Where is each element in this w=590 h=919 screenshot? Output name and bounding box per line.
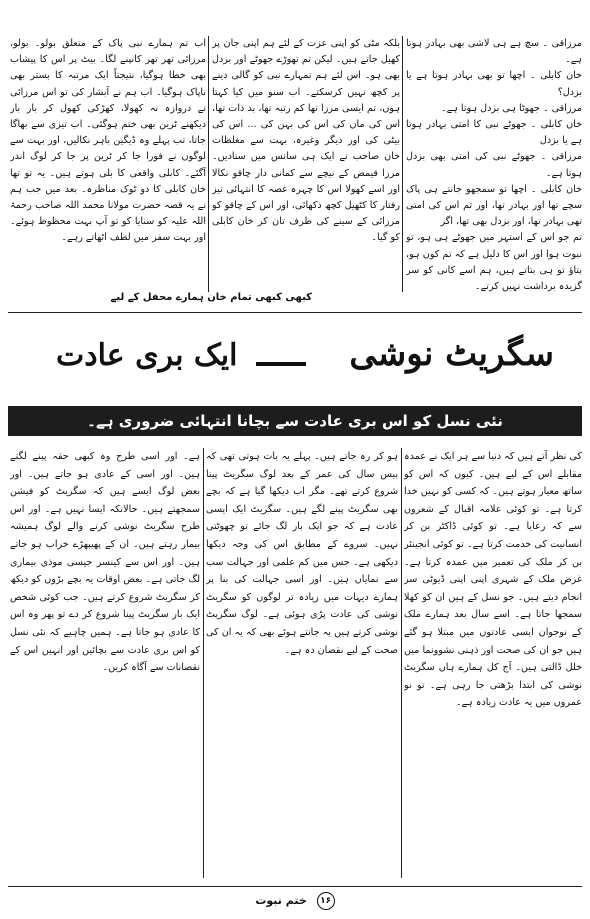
title-dash xyxy=(256,362,306,366)
column-divider xyxy=(208,36,209,292)
page-number: ۱۶ xyxy=(317,892,335,910)
section-divider xyxy=(8,312,582,313)
article-title-banner xyxy=(28,326,568,394)
article-title-part2: ایک بری عادت xyxy=(56,338,238,373)
top-column-middle: بلکہ مٹی کو اپنی عزت کے لئے ہم اپنی جان پر کھیل جاتے ہیں۔ لیکن تم تھوڑے جھوٹے اور بزدل بھی ہو۔ اس لئے ہم تمہارے نبی کو گالی دینے پر کچھ نہیں کرسکتے۔ اب سنو میں کیا کہتا ہوں، تم ایسی مرزا تھا کم رتبہ تھا، بد ذات تھا، اس کی ماں کی اس کی بہن کی ... اس کی بیٹی کی اور دیگر وغیرہ، بہت سے مغلظات خان صاحب نے ایک ہی سانس میں سنادیں۔ مرزا قیمض کے نیچے سے کمانی دار چاقو نکالا اور اسے کھولا اس کا چہرہ غصہ کا انتہائی تیز رفتار کا کٹھیل کچھ دکھائی، اور اس کے چاقو کو مرزائی کے سینے کی طرف تان کر خان کابلی کو گیا۔ xyxy=(212,38,400,244)
column-divider xyxy=(402,36,403,292)
bottom-column-middle: ہو کر رہ جاتے ہیں۔ پہلے یہ بات ہوتی تھی کہ بیس سال کی عمر کے بعد لوگ سگریٹ پینا شروع کرتے تھے۔ مگر اب دیکھا گیا ہے کہ بچے بھی سگریٹ پینے لگے ہیں۔ سگریٹ ایک ایسی عادت ہے کہ جو ایک بار لگ جائے تو چھوٹتی نہیں۔ سروے کے مطابق اس کی وجہ دیکھا دیکھی ہے۔ جس میں کم علمی اور جہالت سب سے نمایاں ہیں۔ اور اسی جہالت کی بنا پر ہمارے دیہات میں زیادہ تر لوگوں کو سگریٹ نوشی کی عادت پڑی ہوئی ہے۔ لوگ سگریٹ نوشی کرتے ہیں یہ جانتے ہوئے بھی کہ یہ ان کی صحت کے لیے نقصان دہ ہے۔ xyxy=(206,451,398,656)
article-title-part1: سگریٹ نوشی xyxy=(349,334,554,374)
bottom-column-left: ہے۔ اور اسی طرح وہ کبھی حقہ پینے لگتے ہیں۔ اور اسی کے عادی ہو جاتے ہیں۔ اور بعض لوگ ایسے ہیں کہ سگریٹ کو فیشن سمجھتے ہیں۔ حالانکہ ایسا نہیں ہے۔ اور اس طرح سگریٹ نوشی کرنے والے لوگ ہمیشہ بیمار رہتے ہیں۔ ان کے پھیپھڑے خراب ہو جاتے ہیں۔ اور اس سے کینسر جیسی موذی بیماری لگ جاتی ہے۔ بعض اوقات یہ بچے بڑوں کو دیکھ کر سگریٹ شروع کرتے ہیں۔ جب کوئی شخص ایک بار سگریٹ پینا شروع کر دے تو پھر وہ اس کا عادی ہو جاتا ہے۔ ہمیں چاہیے کہ نئی نسل کو اس بری عادت سے بچائیں اور انہیں اس کے نقصانات سے آگاہ کریں۔ xyxy=(10,451,200,674)
column-divider xyxy=(401,448,402,878)
column-divider xyxy=(203,448,204,878)
magazine-page xyxy=(8,8,582,911)
article-subtitle-strap: نئی نسل کو اس بری عادت سے بچانا انتہائی ضروری ہے۔ xyxy=(8,406,582,436)
closing-note: کبھی کبھی تمام خان ہمارے محفل کے لیے xyxy=(110,292,312,303)
footer-divider xyxy=(8,886,582,887)
bottom-column-right: کی نظر آتے ہیں کہ دنیا سے ہر ایک نے عمدہ مقابلے اس کے لیے ہیں۔ کیوں کہ اس کو ساتھ معیار ہوتے ہیں۔ کہ کسی کو نہیں خدا کرتا ہے۔ تو کوئی علامہ اقبال کے شعروں سے کہ رعایا ہے۔ تو کوئی ڈاکٹر بن کر انسانیت کی خدمت کرتا ہے۔ تو کوئی انجینئر بن کر ملک کی تعمیر میں عمدہ کرتا ہے۔ غرض ملک کے شہری اپنی اپنی ڈیوٹی سر انجام دیتے ہیں۔ جو نسل کے ہیں ان کو کھلا سمجھا جاتا ہے۔ اسے سال بعد ہمارے ملک کے نوجوان ایسی عادتوں میں مبتلا ہو گئے ہیں جو ان کی صحت اور ذہنی نشوونما میں خلل ڈالتی ہیں۔ آج کل ہمارے ہاں سگریٹ نوشی کی ابتدا بڑھتی جا رہی ہے۔ تو نو عمروں میں یہ عادت زیادہ ہے۔ xyxy=(404,451,582,709)
top-column-left: اب تم ہمارے نبی پاک کے متعلق بولو۔ بولو، مرزائی تھر تھر کانپنے لگا۔ بیٹ پر اس کا پیشاب بھی خطا ہوگیا، نتیجتاً ایک مرتبہ کا بستر بھی ناپاک ہوگیا۔ اب ہم نے آبشار کی تو اس مرزائی نے دروازہ نہ کھولا، کھڑکی کھول کر بار بار دیکھنے ٹرین بھی ختم ہوگئی۔ اب تیزی سے بھاگا جاتا، تب پہلے وہ ڈیگین باہر نکالیں، اور بہت سے لوگوں نے فورا جا کر ٹرین پر جا کر لوگ اندر آگئے۔ کابلی واقعی کا بلی ہوتے ہیں۔ یہ تو تھا خان کابلی کا دو ٹوک مناظرہ۔ بعد میں جب ہم نے یہ قصہ حضرت مولانا محمد اللہ صاحب رحمۃ اللہ علیہ کو سنایا کو تو آپ بہت محظوظ ہوئے۔ اور بہت سفر میں لطف اٹھاتے رہے۔ xyxy=(10,38,206,244)
magazine-name: ختم نبوت xyxy=(255,894,307,907)
page-footer xyxy=(8,892,582,910)
top-column-right: مرزاقی ۔ سچ ہے ہی لاشی بھی بہادر ہوتا ہے۔ خان کابلی ۔ اچھا تو بھی بہادر ہوتا ہے یا بزدل؟ مرزاقی ۔ جھوٹا ہی بزدل ہوتا ہے۔ خان کابلی ۔ جھوٹے نبی کا امتی بہادر ہوتا ہے یا بزدل مرزاقی ۔ جھوٹے نبی کی امتی بھی بزدل ہوتا ہے۔ خان کابلی ۔ اچھا تو سمجھو جانتے ہی پاک سچے تھا اور بہادر تھا، اور تم اس کی امتی تھی بہادر تھا، اور بزدل بھی تھا، اگر تم جو اس کے استہر میں جھوٹے ہی ہو، تو نبوت ہوا اور اس کا دلیل ہے کہ تم کون ہو، بتاؤ تو ہی بتاتے ہیں، ہم اسے کانی کو سر گزیدہ برداشت نہیں کرتے۔ xyxy=(406,38,582,292)
